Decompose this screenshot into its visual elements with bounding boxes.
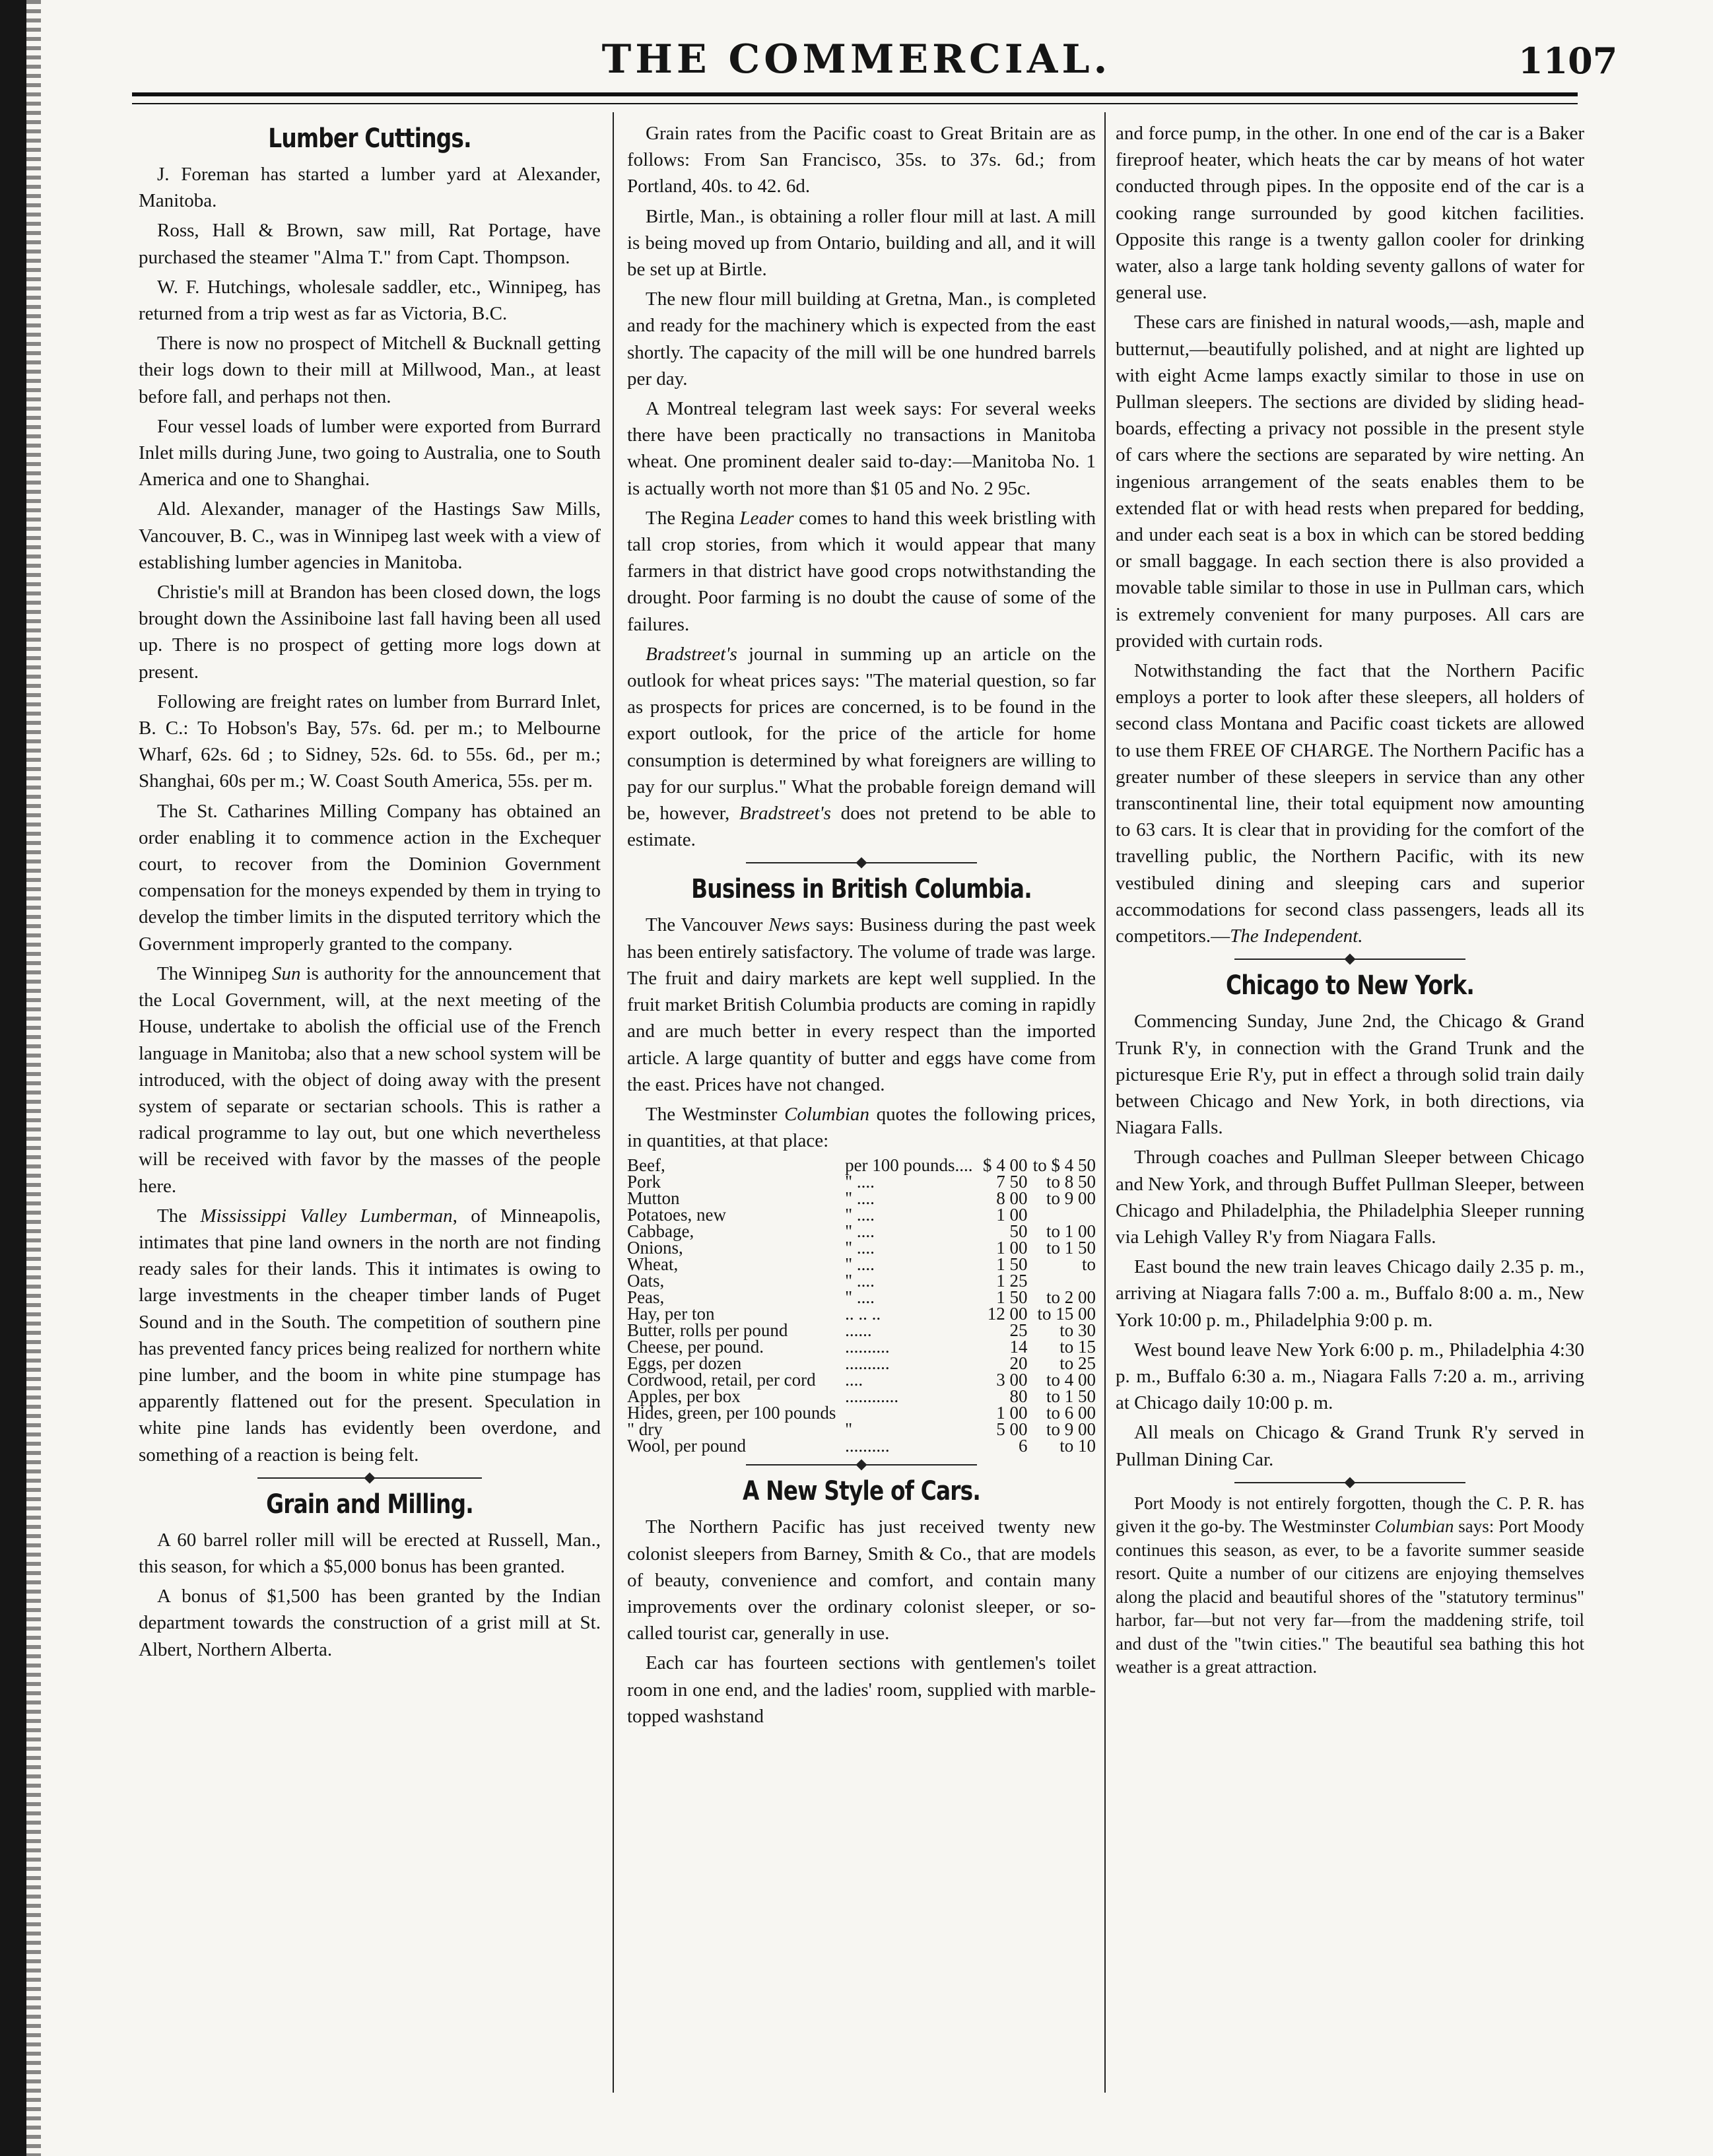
text-run: says: Port Moody continues this season, as ever, to be a favorite summer seaside resort. Quite a number of our citizens are enjoying themselves along the placid and beautiful shores of the "statutory terminus" harbor, far—but not very far—from the maddening strife, toil and dust of the "twin cities." The beautiful sea bathing this hot weather is a great attraction. (1116, 1516, 1584, 1677)
text-run: quotes the following prices, in quantities, at that place: (627, 1103, 1096, 1152)
price-item: Potatoes, new (627, 1205, 726, 1225)
article-paragraph: A Montreal telegram last week says: For several weeks there have been practically no transactions in Manitoba wheat. One prominent dealer said to-day:—Manitoba No. 1 is actually worth not more than $1 05 and No. 2 95c. (627, 398, 1096, 499)
price-unit: .... (845, 1370, 863, 1390)
column-1 (139, 120, 601, 2101)
article-paragraph: All meals on Chicago & Grand Trunk R'y served in Pullman Dining Car. (1116, 1422, 1584, 1470)
article-paragraph: J. Foreman has started a lumber yard at Alexander, Manitoba. (139, 164, 601, 212)
price-unit: .......... (845, 1337, 890, 1357)
section-separator (627, 1458, 1096, 1471)
price-low: 50 (1009, 1221, 1028, 1242)
article-paragraph-regina (627, 505, 1096, 638)
article-paragraph: West bound leave New York 6:00 p. m., Philadelphia 4:30 p. m., Buffalo 6:30 a. m., Niagara Falls 7:20 a. m., arriving at Chicago daily 10:00 p. m. (1116, 1339, 1584, 1414)
heading-chicago-to-new-york: Chicago to New York. (1225, 970, 1475, 1001)
text-run: The Regina (646, 507, 740, 529)
column-rule-2 (1104, 112, 1106, 2093)
price-row (627, 1438, 1096, 1454)
text-run: does not pretend to be able to estimate. (627, 803, 1096, 851)
publication-title: News (768, 914, 811, 936)
port-moody-item (1116, 1492, 1584, 1679)
article-paragraph: The St. Catharines Milling Company has obtained an order enabling it to commence action in the Exchequer court, to recover from the Dominion Government compensation for the moneys expended by them in trying to develop the timber limits in the disputed territory which the Government improperly granted to the company. (139, 800, 601, 955)
price-table (627, 1157, 1096, 1454)
price-low: 5 00 (996, 1419, 1028, 1440)
price-low: 25 (1009, 1320, 1028, 1341)
price-low: 6 (1018, 1436, 1028, 1456)
price-item: Oats, (627, 1271, 665, 1291)
article-paragraph: Four vessel loads of lumber were exported from Burrard Inlet mills during June, two going to Australia, one to South America and one to Shanghai. (139, 415, 601, 490)
publication-title: Sun (271, 962, 301, 984)
header-rule-thin (132, 103, 1578, 104)
section-separator (627, 856, 1096, 869)
text-run: journal in summing up an article on the outlook for wheat prices says: "The material question, so far as prospects for prices are concerned, is to be found in the export outlook, for the price of the article for home consumption is determined by what foreigners are willing to pay for our surplus." What the probable foreign demand will be, however, (627, 643, 1096, 825)
article-paragraph: Ross, Hall & Brown, saw mill, Rat Portage, have purchased the steamer "Alma T." from Capt. Thompson. (139, 220, 601, 268)
price-high: to 15 00 (1037, 1304, 1096, 1324)
article-paragraph: A bonus of $1,500 has been granted by the Indian department towards the construction of a grist mill at St. Albert, Northern Alberta. (139, 1586, 601, 1660)
article-paragraph: Each car has fourteen sections with gentlemen's toilet room in one end, and the ladies' room, supplied with marble-topped washstand (627, 1652, 1096, 1727)
heading-lumber-cuttings: Lumber Cuttings. (268, 123, 471, 154)
price-item: Onions, (627, 1238, 683, 1258)
price-high: to $ 4 50 (1032, 1155, 1096, 1176)
price-unit: ............ (845, 1386, 899, 1407)
price-unit: " .... (845, 1238, 875, 1258)
publication-title: Columbian (784, 1103, 870, 1125)
price-item: Pork (627, 1172, 661, 1192)
price-item: Hides, green, per 100 pounds (627, 1403, 836, 1423)
price-low: 3 00 (996, 1370, 1028, 1390)
article-paragraph: The new flour mill building at Gretna, Man., is completed and ready for the machinery which is expected from the east shortly. The capacity of the mill will be one hundred barrels per day. (627, 288, 1096, 389)
text-run: The Westminster (646, 1103, 785, 1125)
text-run: Notwithstanding the fact that the Northern Pacific employs a porter to look after these sleepers, all holders of second class Montana and Pacific coast tickets are allowed to use them FREE OF CHARGE. The Northern Pacific has a greater number of these sleepers in service than any other transcontinental line, their total equipment now amounting to 63 cars. It is clear that in providing for the comfort of the travelling public, the Northern Pacific, with its new vestibuled dining and sleeping cars and superior accommodations for second class passengers, leads all its competitors.— (1116, 660, 1584, 947)
article-paragraph-bradstreet (627, 641, 1096, 854)
price-item: Wool, per pound (627, 1436, 747, 1456)
price-unit: " .... (845, 1188, 875, 1209)
price-item: Wheat, (627, 1254, 679, 1275)
price-unit: " .... (845, 1271, 875, 1291)
article-paragraph-sun (139, 960, 601, 1199)
heading-grain-and-milling: Grain and Milling. (266, 1489, 473, 1520)
heading-new-style-of-cars: A New Style of Cars. (742, 1476, 981, 1507)
article-paragraph: East bound the new train leaves Chicago daily 2.35 p. m., arriving at Niagara falls 7:00 a. m., Buffalo 8:00 a. m., New York 10:00 p. m., Philadelphia 9:00 p. m. (1116, 1256, 1584, 1331)
price-high: to 2 00 (1046, 1287, 1096, 1308)
article-paragraph-lumberman (139, 1203, 601, 1468)
article-paragraph: Through coaches and Pullman Sleeper between Chicago and New York, and through Buffet Pullman Sleeper, between Chicago and Philadelphia, the Philadelphia Sleeper running via Lehigh Valley R'y from Niagara Falls. (1116, 1147, 1584, 1248)
price-item: Peas, (627, 1287, 665, 1308)
price-high: to 8 50 (1046, 1172, 1096, 1192)
column-3 (1116, 120, 1584, 2101)
price-high: to (1081, 1254, 1096, 1275)
section-separator (1116, 953, 1584, 966)
article-paragraph (1116, 1492, 1584, 1679)
text-run: comes to hand this week bristling with tall crop stories, from which it would appear that many farmers in that district have good crops notwithstanding the drought. Poor farming is no doubt the cause of some of the failures. (627, 507, 1096, 635)
price-unit: " .... (845, 1221, 875, 1242)
price-unit: " .... (845, 1205, 875, 1225)
publication-title: Bradstreet's (739, 803, 831, 825)
column-2 (627, 120, 1096, 2101)
text-run: The Vancouver (646, 914, 769, 936)
price-low: 8 00 (996, 1188, 1028, 1209)
price-item: Apples, per box (627, 1386, 741, 1407)
article-paragraph: A 60 barrel roller mill will be erected at Russell, Man., this season, for which a $5,000 bonus has been granted. (139, 1529, 601, 1577)
text-run: The (157, 1205, 201, 1227)
price-high: to 9 00 (1046, 1188, 1096, 1209)
publication-title: Mississippi Valley Lumberman (200, 1205, 453, 1227)
price-high: to 25 (1059, 1353, 1096, 1374)
article-paragraph (1116, 657, 1584, 949)
price-low: 1 00 (996, 1205, 1028, 1225)
article-paragraph: Birtle, Man., is obtaining a roller flour mill at last. A mill is being moved up from Ontario, building and all, and it will be set up at Birtle. (627, 205, 1096, 281)
price-unit: ...... (845, 1320, 872, 1341)
price-low: 14 (1009, 1337, 1028, 1357)
section-separator (139, 1471, 601, 1485)
article-paragraph: Ald. Alexander, manager of the Hastings Saw Mills, Vancouver, B. C., was in Winnipeg last week with a view of establishing lumber agencies in Manitoba. (139, 498, 601, 573)
price-high: to 30 (1059, 1320, 1096, 1341)
text-run: , of Minneapolis, intimates that pine land owners in the north are not finding ready sales for their lands. This it intimates is owing to large investments in the cheaper timber lands of Puget Sound and in the South. The competition of southern pine has prevented fancy prices being realized for northern white pine lumber, and the boom in white pine stumpage has apparently flattened out for the present. Speculation in white pine lands has evidently been overdone, and something of a reaction is being felt. (139, 1205, 601, 1465)
price-low: 1 00 (996, 1403, 1028, 1423)
section-separator (1116, 1476, 1584, 1489)
publication-title: Leader (739, 507, 794, 529)
publication-title: Bradstreet's (646, 643, 737, 665)
publication-credit: The Independent. (1230, 926, 1363, 947)
price-item: Cheese, per pound. (627, 1337, 764, 1357)
price-unit: " .... (845, 1254, 875, 1275)
price-unit: .......... (845, 1436, 890, 1456)
price-low: 12 00 (987, 1304, 1028, 1324)
price-item: " dry (627, 1419, 663, 1440)
binding-edge (0, 0, 26, 2156)
price-high: to 4 00 (1046, 1370, 1096, 1390)
article-paragraph: The Northern Pacific has just received twenty new colonist sleepers from Barney, Smith & Co., that are models of beauty, convenience and comfort, and contain many improvements over the ordinary colonist sleeper, or so-called tourist car, generally in use. (627, 1516, 1096, 1644)
article-paragraph: W. F. Hutchings, wholesale saddler, etc., Winnipeg, has returned from a trip west as far as Victoria, B.C. (139, 276, 601, 325)
price-low: 7 50 (996, 1172, 1028, 1192)
price-high: to 10 (1059, 1436, 1096, 1456)
text-run: Port Moody is not entirely forgotten, though the C. P. R. has given it the go-by. The Westminster (1116, 1493, 1584, 1537)
price-high: to 9 00 (1046, 1419, 1096, 1440)
price-unit: per 100 pounds.... (845, 1155, 973, 1176)
article-paragraph: and force pump, in the other. In one end of the car is a Baker fireproof heater, which heats the car by means of hot water conducted through pipes. In the opposite end of the car is a cooking range surrounded by good kitchen facilities. Opposite this range is a twenty gallon cooler for drinking water, also a large tank holding seventy gallons of water for general use. (1116, 123, 1584, 304)
price-item: Butter, rolls per pound (627, 1320, 788, 1341)
price-unit: " (845, 1419, 853, 1440)
price-table-body (627, 1157, 1096, 1454)
price-low: 1 25 (996, 1271, 1028, 1291)
masthead: THE COMMERCIAL. (601, 36, 1112, 83)
article-paragraph: These cars are finished in natural woods,—ash, maple and butternut,—beautifully polished, and at night are lighted up with eight Acme lamps exactly similar to those in use on Pullman sleepers. The sections are divided by sliding head-boards, effecting a privacy not possible in the present style of cars where the sections are separated by wire netting. An ingenious arrangement of the seats enables them to be extended flat or with head rests when prepared for bedding, and under each seat is a box in which can be stored bedding or small baggage. In each section there is also provided a movable table similar to those in use in Pullman cars, which is extremely convenient for many purposes. All cars are provided with curtain rods. (1116, 312, 1584, 652)
price-item: Beef, (627, 1155, 665, 1176)
price-unit (845, 1405, 978, 1421)
price-high: to 15 (1059, 1337, 1096, 1357)
price-low: $ 4 00 (982, 1155, 1028, 1176)
price-unit: " .... (845, 1287, 875, 1308)
price-low: 20 (1009, 1353, 1028, 1374)
header-rule (132, 92, 1578, 96)
article-paragraph-westminster (627, 1101, 1096, 1154)
page-number: 1107 (1518, 40, 1618, 82)
price-unit: .......... (845, 1353, 890, 1374)
article-paragraph: There is now no prospect of Mitchell & Bucknall getting their logs down to their mill at Millwood, Man., at least before fall, and perhaps not then. (139, 333, 601, 407)
publication-title: Columbian (1374, 1516, 1454, 1537)
column-rule-1 (613, 112, 614, 2093)
text-run: is authority for the announcement that the Local Government, will, at the next meeting of the House, undertake to abolish the official use of the French language in Manitoba; also that a new school system will be introduced, with the object of doing away with the present system of separate or sectarian schools. This is rather a radical programme to lay out, but one which nevertheless will be received with favor by the masses of the people here. (139, 962, 601, 1197)
price-item: Cabbage, (627, 1221, 694, 1242)
article-paragraph: Grain rates from the Pacific coast to Great Britain are as follows: From San Francisco, 35s. to 37s. 6d.; from Portland, 40s. to 42. 6d. (627, 123, 1096, 197)
price-high: to 1 50 (1046, 1238, 1096, 1258)
price-item: Hay, per ton (627, 1304, 715, 1324)
price-item: Eggs, per dozen (627, 1353, 742, 1374)
price-item: Mutton (627, 1188, 680, 1209)
article-paragraph: Christie's mill at Brandon has been closed down, the logs brought down the Assiniboine last fall having been all used up. There is no prospect of getting more logs down at present. (139, 582, 601, 683)
article-paragraph-vancouver (627, 912, 1096, 1097)
heading-business-in-british-columbia: Business in British Columbia. (691, 874, 1032, 905)
price-high: to 6 00 (1046, 1403, 1096, 1423)
price-high: to 1 50 (1046, 1386, 1096, 1407)
price-high: to 1 00 (1046, 1221, 1096, 1242)
text-run: The Winnipeg (157, 962, 272, 984)
price-unit: .. .. .. (845, 1304, 881, 1324)
text-run: says: Business during the past week has been entirely satisfactory. The volume of trade was large. The fruit and dairy markets are kept well supplied. In the fruit market British Columbia products are coming in rapidly and are much better in every respect than the imported article. A large quantity of butter and eggs have come from the east. Prices have not changed. (627, 914, 1096, 1095)
price-low: 1 50 (996, 1287, 1028, 1308)
price-low: 80 (1009, 1386, 1028, 1407)
price-low: 1 50 (996, 1254, 1028, 1275)
binding-texture (26, 0, 41, 2156)
article-paragraph: Commencing Sunday, June 2nd, the Chicago & Grand Trunk R'y, in connection with the Grand Trunk and the picturesque Erie R'y, put in effect a through solid train daily between Chicago and New York, in both directions, via Niagara Falls. (1116, 1011, 1584, 1139)
price-item: Cordwood, retail, per cord (627, 1370, 816, 1390)
price-unit: " .... (845, 1172, 875, 1192)
article-paragraph: Following are freight rates on lumber from Burrard Inlet, B. C.: To Hobson's Bay, 57s. 6d. per m.; to Melbourne Wharf, 62s. 6d ; to Sidney, 52s. 6d. to 55s. 6d., per m.; Shanghai, 60s per m.; W. Coast South America, 55s. per m. (139, 691, 601, 792)
price-low: 1 00 (996, 1238, 1028, 1258)
